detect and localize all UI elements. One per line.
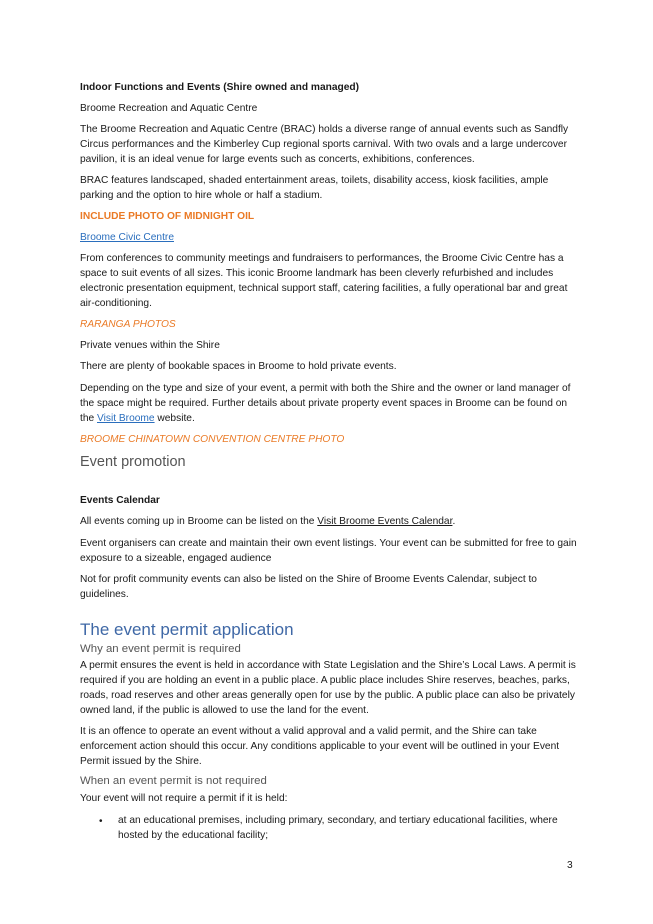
- venue1-description: The Broome Recreation and Aquatic Centre (BRAC) holds a diverse range of annual events such as Sandfly Circus performances and the Kimberley Cup regional sports carnival. With two ovals and a large undercover pavilion, it is an ideal venue for large events such as concerts, exhibitions, conferences.: [80, 124, 569, 165]
- visit-broome-events-calendar-link[interactable]: Visit Broome Events Calendar: [317, 516, 453, 527]
- venue2-description: From conferences to community meetings and fundraisers to performances, the Broome Civic Centre has a space to suit events of all sizes. This iconic Broome landmark has been cleverly refurbished and includes electronic presentation equipment, technical support staff, catering facilities, a fully operational bar and great air-conditioning.: [80, 253, 568, 309]
- private-venues-description: [80, 381, 578, 426]
- venue1-name: Broome Recreation and Aquatic Centre: [80, 103, 258, 114]
- private-venues-heading: Private venues within the Shire: [80, 340, 220, 351]
- permit-not-required-intro: Your event will not require a permit if it is held:: [80, 793, 288, 804]
- not-for-profit-text: Not for profit community events can also be listed on the Shire of Broome Events Calendar, subject to guidelines.: [80, 574, 537, 600]
- photo-note-raranga: RARANGA PHOTOS: [80, 319, 176, 330]
- bullet-icon: •: [99, 816, 103, 827]
- events-calendar-pre: All events coming up in Broome can be listed on the: [80, 516, 318, 527]
- venue2-link-wrapper: [80, 230, 578, 245]
- events-calendar-text: [80, 514, 578, 529]
- offence-text: It is an offence to operate an event without a valid approval and a valid permit, and the Shire can take enforcement action should this occur. Any conditions applicable to your event will be outlined in your Event Permit issued by the Shire.: [80, 726, 560, 767]
- events-calendar-post: .: [452, 516, 456, 527]
- why-permit-required-text: A permit ensures the event is held in accordance with State Legislation and the Shire’s Local Laws. A permit is required if you are holding an event in a public place. A public place includes Shire reserves, beaches, parks, roads, road reserves and other areas generally open for use by the public. A public place can also be privately owned land, if the public is allowed to use the land for the event.: [80, 660, 576, 716]
- page-number: 3: [567, 860, 573, 871]
- photo-note-chinatown: BROOME CHINATOWN CONVENTION CENTRE PHOTO: [80, 434, 345, 445]
- bullet-item-educational-premises: at an educational premises, including primary, secondary, and tertiary educational facilities, where hosted by the educational facility;: [118, 815, 558, 841]
- private-venues-intro: There are plenty of bookable spaces in Broome to hold private events.: [80, 361, 397, 372]
- visit-broome-link[interactable]: Visit Broome: [97, 413, 155, 424]
- event-permit-application-heading: The event permit application: [80, 620, 294, 639]
- why-permit-required-heading: Why an event permit is required: [80, 643, 241, 655]
- events-calendar-heading: Events Calendar: [80, 495, 160, 506]
- permit-not-required-heading: When an event permit is not required: [80, 775, 267, 787]
- event-promotion-heading: Event promotion: [80, 454, 186, 470]
- private-desc-text: Depending on the type and size of your event, a permit with both the Shire and the owner or land manager of the space might be required. Further details about private property event spaces in Broome can be found on the: [80, 383, 571, 424]
- photo-note-midnight-oil: INCLUDE PHOTO OF MIDNIGHT OIL: [80, 211, 255, 222]
- event-organisers-text: Event organisers can create and maintain their own event listings. Your event can be submitted for free to gain exposure to a sizeable, engaged audience: [80, 538, 577, 564]
- venue1-features: BRAC features landscaped, shaded entertainment areas, toilets, disability access, kiosk facilities, ample parking and the option to hire whole or half a stadium.: [80, 175, 549, 201]
- private-desc-suffix: website.: [154, 413, 195, 424]
- broome-civic-centre-link[interactable]: Broome Civic Centre: [80, 232, 174, 243]
- indoor-heading: Indoor Functions and Events (Shire owned and managed): [80, 82, 360, 93]
